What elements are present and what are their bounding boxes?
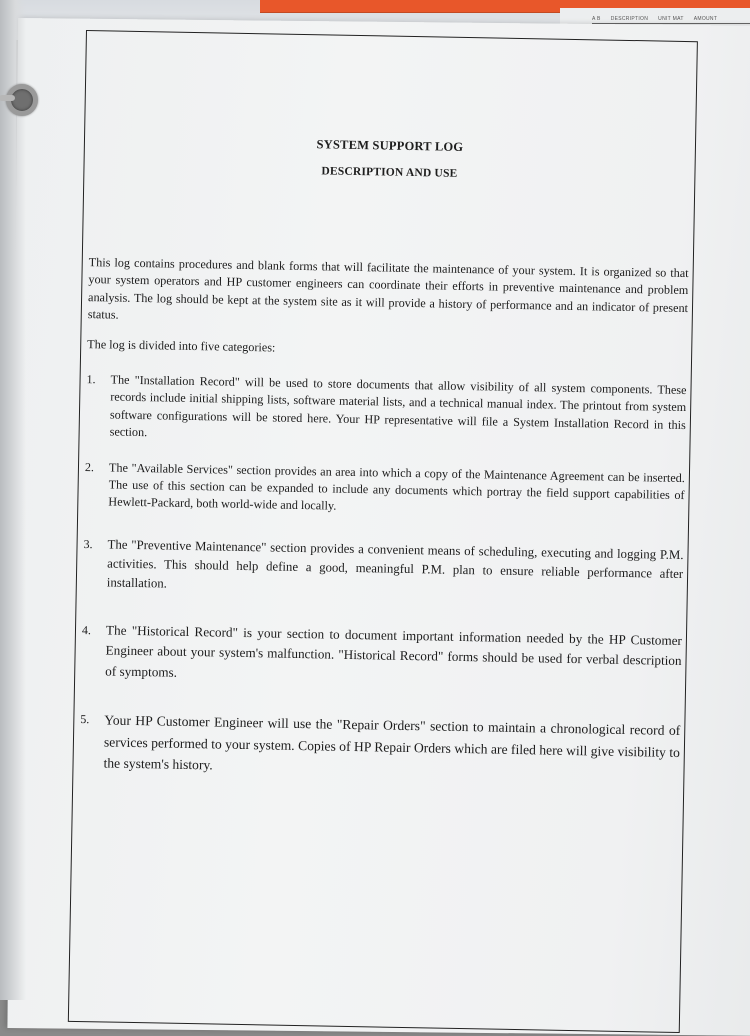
form-col-ab: A B	[592, 16, 601, 22]
document-title: SYSTEM SUPPORT LOG	[316, 137, 464, 154]
list-item-number: 2.	[84, 459, 95, 474]
list-item-text: The "Available Services" section provides an area into which a copy of the Maintenance Agreement can be inserted. The use of this section can be expanded to include any documents which portray the field support capabilities of Hewlett-Packard, both world-wide and locally.	[108, 460, 686, 514]
document-subtitle: DESCRIPTION AND USE	[321, 165, 458, 180]
categories-lead: The log is divided into five categories:	[87, 336, 276, 355]
binder-ring-icon	[6, 84, 38, 116]
list-item-text: The "Historical Record" is your section to document important information needed by the HP Customer Engineer about your system's malfunction. "Historical Record" forms should be used for verbal description of symptoms.	[105, 622, 683, 680]
list-item	[79, 709, 680, 784]
list-item-number: 3.	[83, 536, 93, 552]
list-item-number: 4.	[81, 622, 92, 638]
form-col-unit-mat: UNIT MAT	[658, 16, 684, 22]
document-frame	[68, 30, 698, 1033]
list-item	[81, 620, 682, 692]
list-item-text: The "Installation Record" will be used to store documents that allow visibility of all system components. These records include initial shipping lists, software material lists, and a technical manual index. The printout from system software configurations will be stored here. Your HP representative will file a System Installation Record in this section.	[109, 372, 687, 440]
list-item-text: The "Preventive Maintenance" section provides a convenient means of scheduling, executing and logging P.M. activities. This should help define a good, meaningful P.M. plan to ensure reliable performance after installation.	[106, 537, 684, 591]
binder-shadow	[0, 0, 26, 1000]
form-col-amount: AMOUNT	[693, 16, 718, 22]
list-item	[83, 535, 684, 603]
document-body	[79, 254, 688, 785]
list-item-number: 5.	[80, 712, 90, 727]
list-item	[85, 371, 686, 452]
list-item	[84, 459, 685, 522]
list-item-text: Your HP Customer Engineer will use the "Repair Orders" section to maintain a chronological record of services performed to your system. Copies of HP Repair Orders which are filed here will give visibility to the system's history.	[103, 712, 681, 773]
list-item-number: 1.	[86, 372, 96, 387]
intro-paragraph: This log contains procedures and blank forms that will facilitate the maintenance of your system. It is organized so that your system operators and HP customer engineers can coordinate their efforts in preventive maintenance and problem analysis. The log should be kept at the system site as it will provide a history of performance and an indicator of present status.	[87, 255, 689, 322]
underlying-form-header	[592, 10, 750, 24]
form-col-description: DESCRIPTION	[610, 16, 649, 22]
